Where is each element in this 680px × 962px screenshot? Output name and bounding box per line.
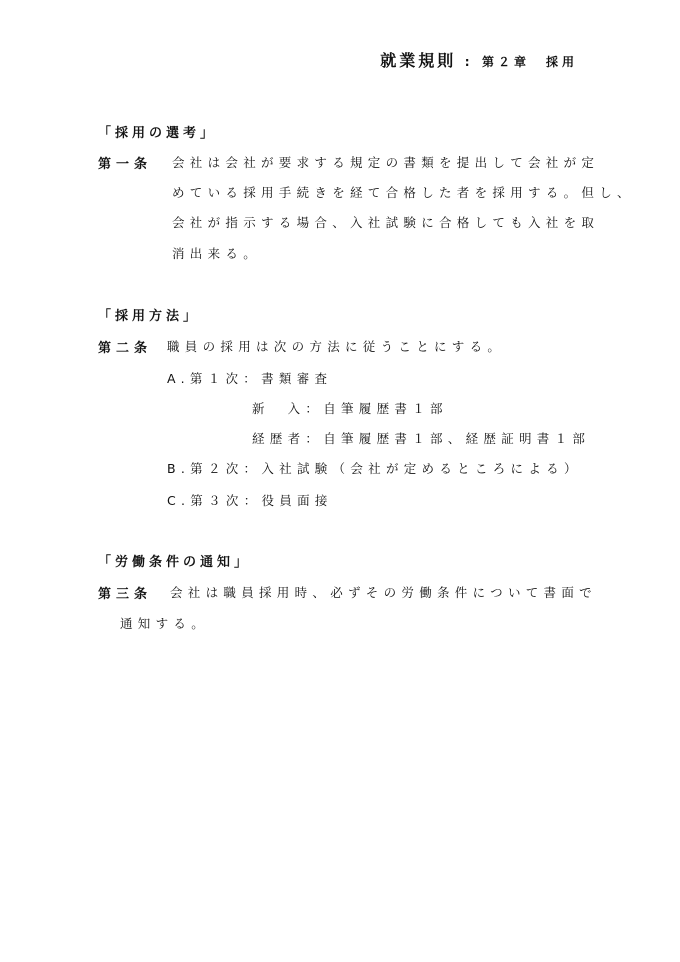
section-heading-conditions: 「労働条件の通知」 — [98, 555, 252, 570]
article-2-line: 職員の採用は次の方法に従うことにする。 — [167, 339, 506, 354]
article-1-line: 会社が指示する場合、入社試験に合格しても入社を取 — [172, 215, 600, 230]
header-separator: : — [464, 55, 474, 69]
article-2-step-c: C.第３次：役員面接 — [167, 493, 333, 508]
article-3-line: 会社は職員採用時、必ずその労働条件について書面で — [170, 585, 597, 600]
article-2-experienced: 経歴者：自筆履歴書１部、経歴証明書１部 — [252, 431, 591, 446]
article-1-line: 会社は会社が要求する規定の書類を提出して会社が定 — [172, 155, 600, 170]
section-heading-method: 「採用方法」 — [98, 309, 201, 324]
article-2-step-a: A.第１次：書類審査 — [167, 371, 333, 386]
article-1-line: 消出来る。 — [172, 246, 262, 261]
article-2-new-hire: 新 入：自筆履歴書１部 — [252, 401, 448, 416]
article-3-label: 第三条 — [98, 587, 153, 602]
article-3-line: 通知する。 — [120, 616, 210, 631]
page-header — [380, 48, 578, 71]
chapter-label: 第２章 採用 — [481, 55, 578, 69]
article-2-step-b: B.第２次：入社試験（会社が定めるところによる） — [167, 461, 582, 476]
article-1-label: 第一条 — [98, 157, 153, 172]
article-2-label: 第二条 — [98, 341, 153, 356]
document-title: 就業規則 — [380, 51, 457, 70]
article-1-line: めている採用手続きを経て合格した者を採用する。但し、 — [172, 185, 635, 200]
section-heading-selection: 「採用の選考」 — [98, 126, 218, 141]
